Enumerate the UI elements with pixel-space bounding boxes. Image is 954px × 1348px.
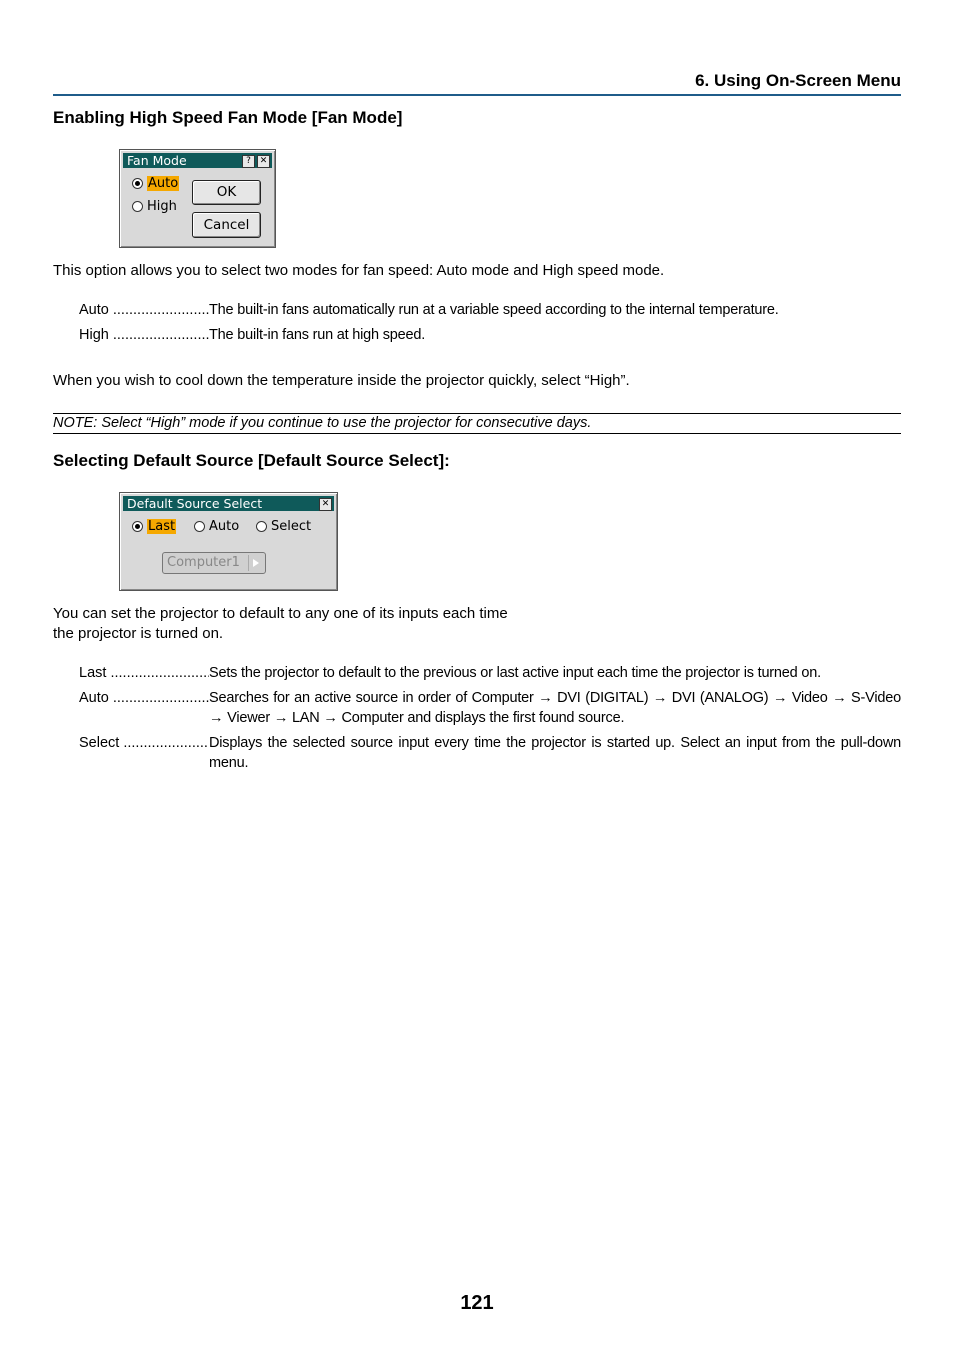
definition-term: Last .....: [79, 663, 209, 683]
source-combo-box[interactable]: [162, 552, 266, 574]
definition-item: [79, 325, 901, 345]
radio-source-auto[interactable]: [194, 519, 239, 534]
radio-selected-icon: [132, 178, 143, 189]
definition-desc: Displays the selected source input every time the projector is started up. Select an input from the pull-down menu.: [209, 735, 901, 771]
note-box: NOTE: Select “High” mode if you continue to use the projector for consecutive days.: [53, 413, 901, 434]
close-icon[interactable]: ✕: [257, 155, 270, 168]
definition-item: [79, 688, 901, 728]
radio-fan-high[interactable]: [132, 199, 177, 214]
default-source-title: Default Source Select: [127, 496, 263, 511]
ok-button[interactable]: OK: [192, 180, 261, 205]
close-icon[interactable]: ✕: [319, 498, 332, 511]
radio-unselected-icon: [132, 201, 143, 212]
combo-value: Computer1: [167, 555, 240, 570]
intro-line: You can set the projector to default to any one of its inputs each time: [53, 605, 508, 622]
default-source-dialog: [119, 492, 338, 591]
fan-mode-heading: Enabling High Speed Fan Mode [Fan Mode]: [53, 108, 403, 127]
definition-term: Auto .....: [79, 300, 209, 320]
chapter-header: 6. Using On-Screen Menu: [53, 70, 901, 96]
radio-source-last[interactable]: [132, 519, 176, 534]
intro-line: the projector is turned on.: [53, 625, 224, 642]
radio-label: Last: [148, 519, 176, 534]
default-source-intro: [53, 604, 508, 644]
fan-mode-title: Fan Mode: [127, 153, 187, 168]
radio-label: High: [147, 199, 177, 214]
fan-mode-dialog: [119, 149, 276, 248]
definition-desc: The built-in fans automatically run at a variable speed according to the internal temperature.: [209, 302, 779, 318]
radio-label: Select: [271, 519, 312, 534]
default-source-title-bar: [123, 496, 334, 511]
default-source-heading: Selecting Default Source [Default Source Select]:: [53, 451, 450, 470]
fan-mode-intro: This option allows you to select two modes for fan speed: Auto mode and High speed mode.: [53, 262, 665, 279]
fan-mode-tip: When you wish to cool down the temperature inside the projector quickly, select “High”.: [53, 372, 630, 389]
radio-fan-auto[interactable]: [132, 176, 179, 191]
fan-mode-title-bar: [123, 153, 272, 168]
definition-desc: Sets the projector to default to the previous or last active input each time the projector is turned on.: [209, 665, 821, 681]
radio-label: Auto: [209, 519, 240, 534]
fan-mode-definitions: [79, 300, 901, 350]
definition-item: [79, 733, 901, 773]
definition-item: [79, 300, 901, 320]
definition-term: Select .....: [79, 733, 209, 773]
definition-item: [79, 663, 901, 683]
dropdown-arrow-icon[interactable]: [248, 555, 263, 571]
radio-source-select[interactable]: [256, 519, 311, 534]
radio-selected-icon: [132, 521, 143, 532]
definition-desc: Searches for an active source in order of Computer → DVI (DIGITAL) → DVI (ANALOG) → Video → S-Video → Viewer → LAN → Computer and displays the first found source.: [209, 690, 901, 726]
help-icon[interactable]: ?: [242, 155, 255, 168]
radio-label: Auto: [148, 176, 179, 191]
default-source-definitions: [79, 663, 901, 778]
page-number: 121: [460, 1292, 494, 1314]
definition-desc: The built-in fans run at high speed.: [209, 327, 426, 343]
definition-term: Auto .....: [79, 688, 209, 728]
radio-unselected-icon: [256, 521, 267, 532]
radio-unselected-icon: [194, 521, 205, 532]
cancel-button[interactable]: Cancel: [192, 212, 261, 238]
definition-term: High .....: [79, 325, 209, 345]
